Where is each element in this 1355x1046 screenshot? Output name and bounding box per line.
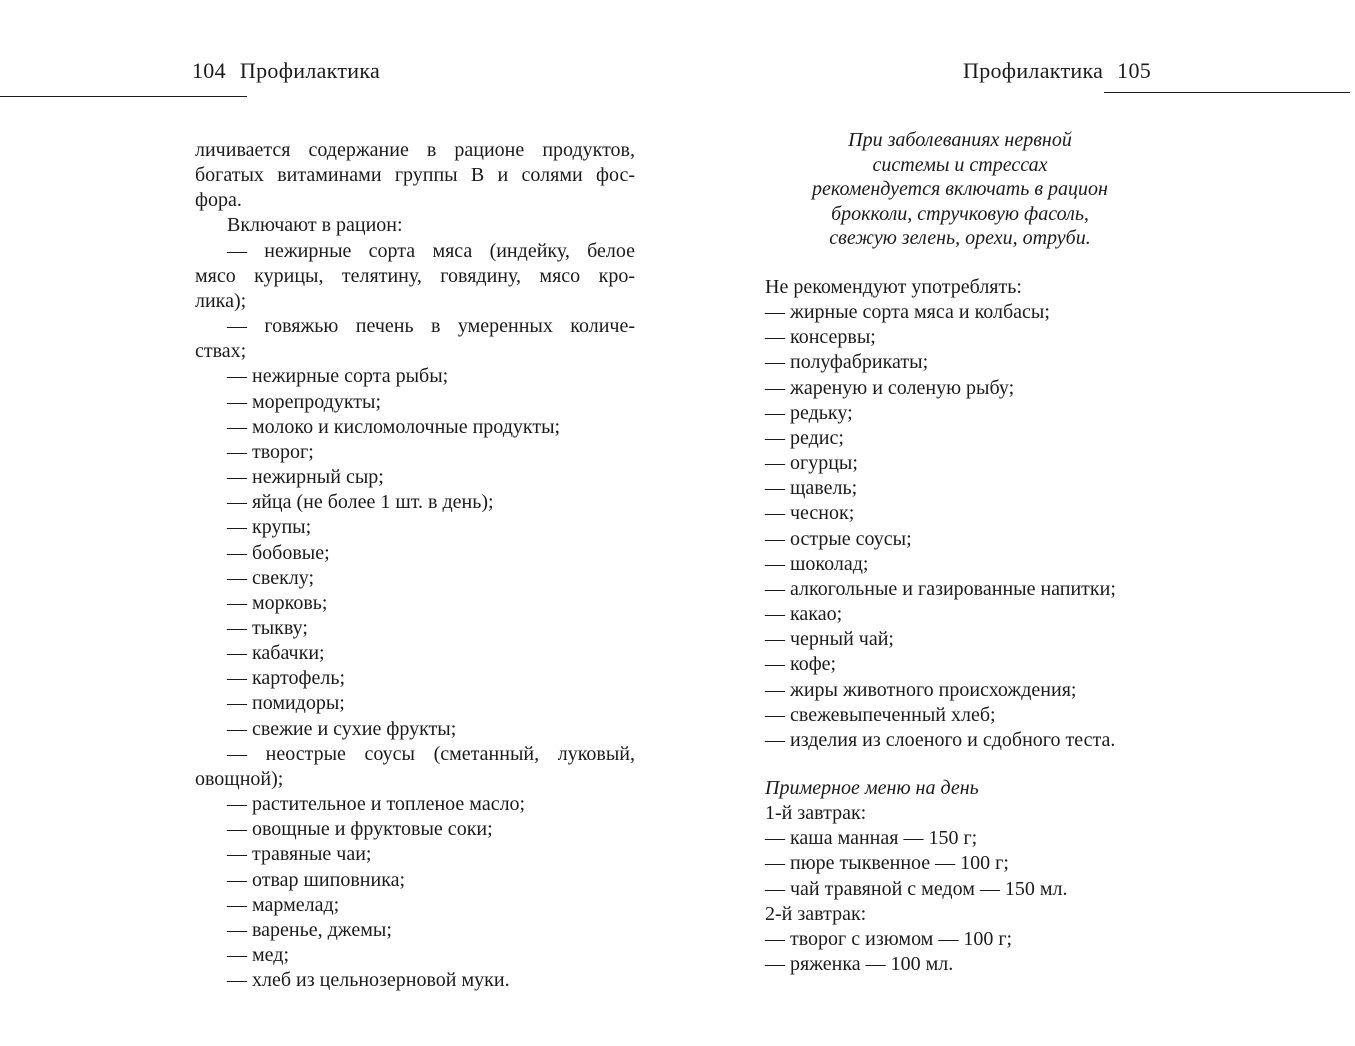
left-page-number: 104	[192, 58, 226, 83]
include-heading: Включают в рацион:	[227, 214, 403, 237]
quote-line: системы и стрессах	[872, 153, 1048, 176]
right-running-header	[963, 58, 1151, 84]
left-running-header	[192, 58, 380, 84]
menu-item: — ряженка — 100 мл.	[765, 953, 954, 976]
list-item: — молоко и кисломолочные продукты;	[227, 415, 561, 438]
avoid-item: — консервы;	[765, 326, 876, 349]
menu-item: — творог с изюмом — 100 г;	[765, 927, 1013, 950]
avoid-item: — изделия из слоеного и сдобного теста.	[765, 728, 1116, 751]
list-item-line: ствах;	[195, 340, 247, 363]
menu-item: — пюре тыквенное — 100 г;	[765, 852, 1009, 875]
avoid-item: — какао;	[765, 603, 843, 626]
menu-item: — каша манная — 150 г;	[765, 827, 978, 850]
avoid-item: — чеснок;	[765, 502, 855, 525]
list-item-line: — нежирные сорта мяса (индейку, белое	[227, 239, 635, 262]
avoid-item: — алкогольные и газированные напитки;	[765, 577, 1116, 600]
avoid-item: — редис;	[765, 426, 844, 449]
avoid-item: — шоколад;	[765, 552, 869, 575]
list-item: — нежирные сорта рыбы;	[227, 365, 449, 388]
left-body-text	[195, 138, 635, 993]
breakfast1-label: 1-й завтрак:	[765, 802, 867, 825]
avoid-item: — кофе;	[765, 653, 837, 676]
avoid-item: — жиры животного происхождения;	[765, 678, 1077, 701]
avoid-item: — черный чай;	[765, 628, 894, 651]
left-header-title: Профилактика	[239, 58, 381, 83]
intro-line: личивается содержание в рационе продуктов,	[195, 139, 635, 161]
avoid-item: — щавель;	[765, 477, 858, 500]
sample-menu	[765, 776, 1325, 977]
list-item: — тыкву;	[227, 616, 308, 639]
menu-title: Примерное меню на день	[765, 777, 979, 799]
list-item: — картофель;	[227, 667, 345, 690]
list-item: — овощные и фруктовые соки;	[227, 818, 493, 841]
intro-line: богатых витаминами группы В и солями фос-	[195, 164, 635, 187]
breakfast2-label: 2-й завтрак:	[765, 902, 867, 925]
right-header-rule	[1104, 92, 1350, 93]
sidebar-quote	[740, 128, 1180, 251]
quote-line: рекомендуется включать в рацион	[812, 178, 1108, 200]
right-header-title: Профилактика	[963, 58, 1104, 83]
list-item: — помидоры;	[227, 692, 345, 715]
list-item: — морепродукты;	[227, 390, 382, 413]
list-item: — свеклу;	[227, 566, 315, 589]
right-page-number: 105	[1117, 58, 1152, 83]
list-item: — мед;	[227, 944, 290, 966]
list-item-line: — неострые соусы (сметанный, луковый,	[227, 742, 635, 765]
avoid-item: — острые соусы;	[765, 527, 912, 550]
list-item: — травяные чаи;	[227, 843, 372, 866]
list-item: — творог;	[227, 440, 314, 463]
list-item: — кабачки;	[227, 642, 325, 665]
avoid-list	[765, 275, 1325, 753]
list-item: — яйца (не более 1 шт. в день);	[227, 491, 494, 514]
list-item-line: лика);	[195, 289, 247, 312]
list-item: — крупы;	[227, 516, 312, 539]
list-item: — нежирный сыр;	[227, 466, 384, 489]
avoid-item: — жареную и соленую рыбу;	[765, 376, 1015, 399]
list-item: — хлеб из цельнозерновой муки.	[227, 969, 510, 992]
avoid-item: — полуфабрикаты;	[765, 351, 929, 374]
right-page	[680, 0, 1355, 1046]
list-item-line: — говяжью печень в умеренных количе-	[227, 315, 635, 338]
avoid-item: — редьку;	[765, 401, 853, 424]
menu-item: — чай травяной с медом — 150 мл.	[765, 877, 1068, 900]
list-item-line: мясо курицы, телятину, говядину, мясо кро-	[195, 264, 635, 287]
list-item: — свежие и сухие фрукты;	[227, 717, 457, 740]
list-item: — бобовые;	[227, 541, 330, 564]
list-item: — растительное и топленое масло;	[227, 793, 526, 816]
list-item-line: овощной);	[195, 767, 284, 790]
list-item: — отвар шиповника;	[227, 868, 406, 891]
avoid-heading: Не рекомендуют употреблять:	[765, 276, 1022, 298]
avoid-item: — жирные сорта мяса и колбасы;	[765, 301, 1050, 324]
avoid-item: — огурцы;	[765, 452, 858, 475]
list-item: — варенье, джемы;	[227, 918, 392, 941]
avoid-item: — свежевыпеченный хлеб;	[765, 703, 996, 726]
intro-line: фора.	[195, 189, 242, 212]
quote-line: При заболеваниях нервной	[848, 129, 1072, 151]
left-header-rule	[0, 96, 247, 97]
list-item: — мармелад;	[227, 893, 340, 916]
quote-line: свежую зелень, орехи, отруби.	[829, 227, 1091, 249]
quote-line: брокколи, стручковую фасоль,	[831, 202, 1089, 225]
list-item: — морковь;	[227, 591, 328, 614]
